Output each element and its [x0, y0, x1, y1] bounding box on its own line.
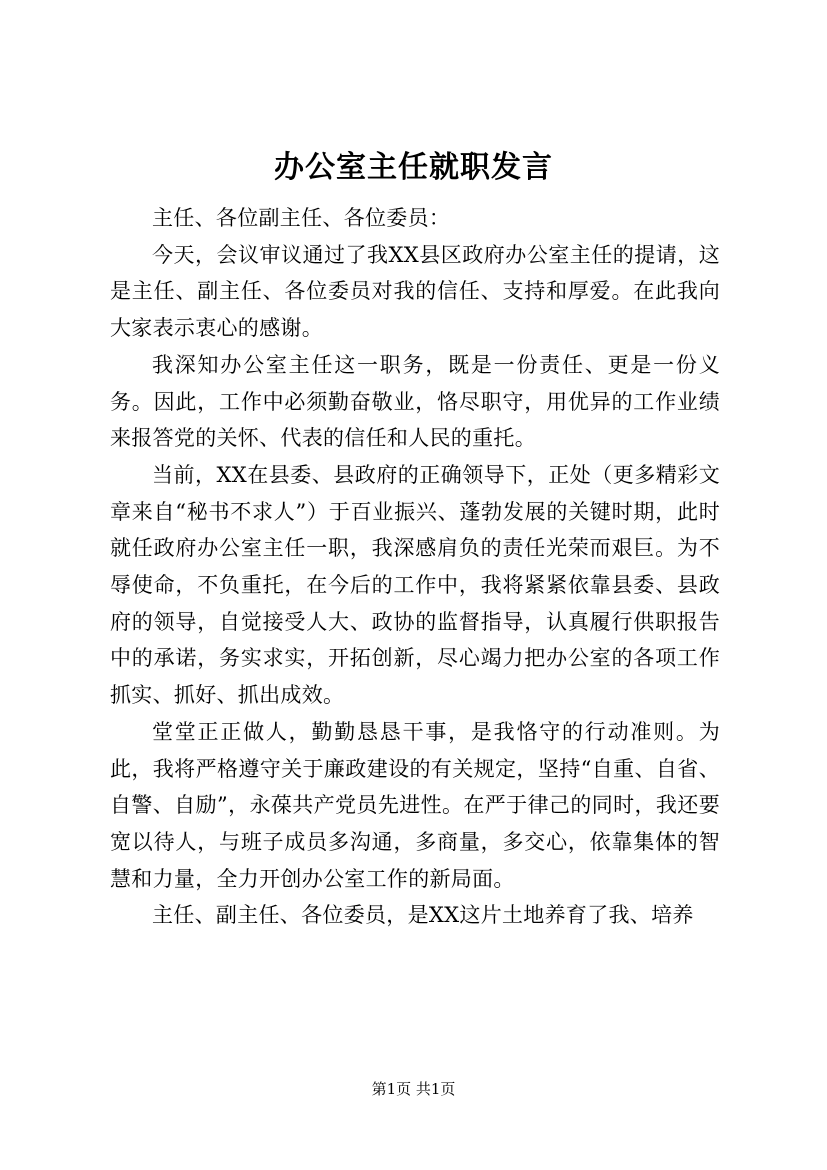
body-paragraph: 当前，XX在县委、县政府的正确领导下，正处（更多精彩文章来自“秘书不求人”）于百业振兴、蓬勃发展的关键时期，此时就任政府办公室主任一职，我深感肩负的责任光荣而艰巨。为不辱使命，不负重托，在今后的工作中，我将紧紧依靠县委、县政府的领导，自觉接受人大、政协的监督指导，认真履行供职报告中的承诺，务实求实，开拓创新，尽心竭力把办公室的各项工作抓实、抓好、抓出成效。	[110, 462, 720, 708]
body-paragraph: 今天，会议审议通过了我XX县区政府办公室主任的提请，这是主任、副主任、各位委员对我的信任、支持和厚爱。在此我向大家表示衷心的感谢。	[110, 242, 720, 341]
body-paragraph: 堂堂正正做人，勤勤恳恳干事，是我恪守的行动准则。为此，我将严格遵守关于廉政建设的有关规定，坚持“自重、自省、自警、自励”，永葆共产党员先进性。在严于律己的同时，我还要宽以待人，与班子成员多沟通，多商量，多交心，依靠集体的智慧和力量，全力开创办公室工作的新局面。	[110, 719, 720, 891]
page-footer: 第1页 共1页	[371, 1080, 456, 1098]
document-body	[110, 200, 720, 934]
body-paragraph: 主任、副主任、各位委员，是XX这片土地养育了我、培养	[152, 903, 694, 928]
document-title: 办公室主任就职发言	[274, 150, 553, 185]
salutation-paragraph: 主任、各位副主任、各位委员：	[152, 206, 451, 230]
body-paragraph: 我深知办公室主任这一职务，既是一份责任、更是一份义务。因此，工作中必须勤奋敬业，恪尽职守，用优异的工作业绩来报答党的关怀、代表的信任和人民的重托。	[110, 352, 720, 451]
